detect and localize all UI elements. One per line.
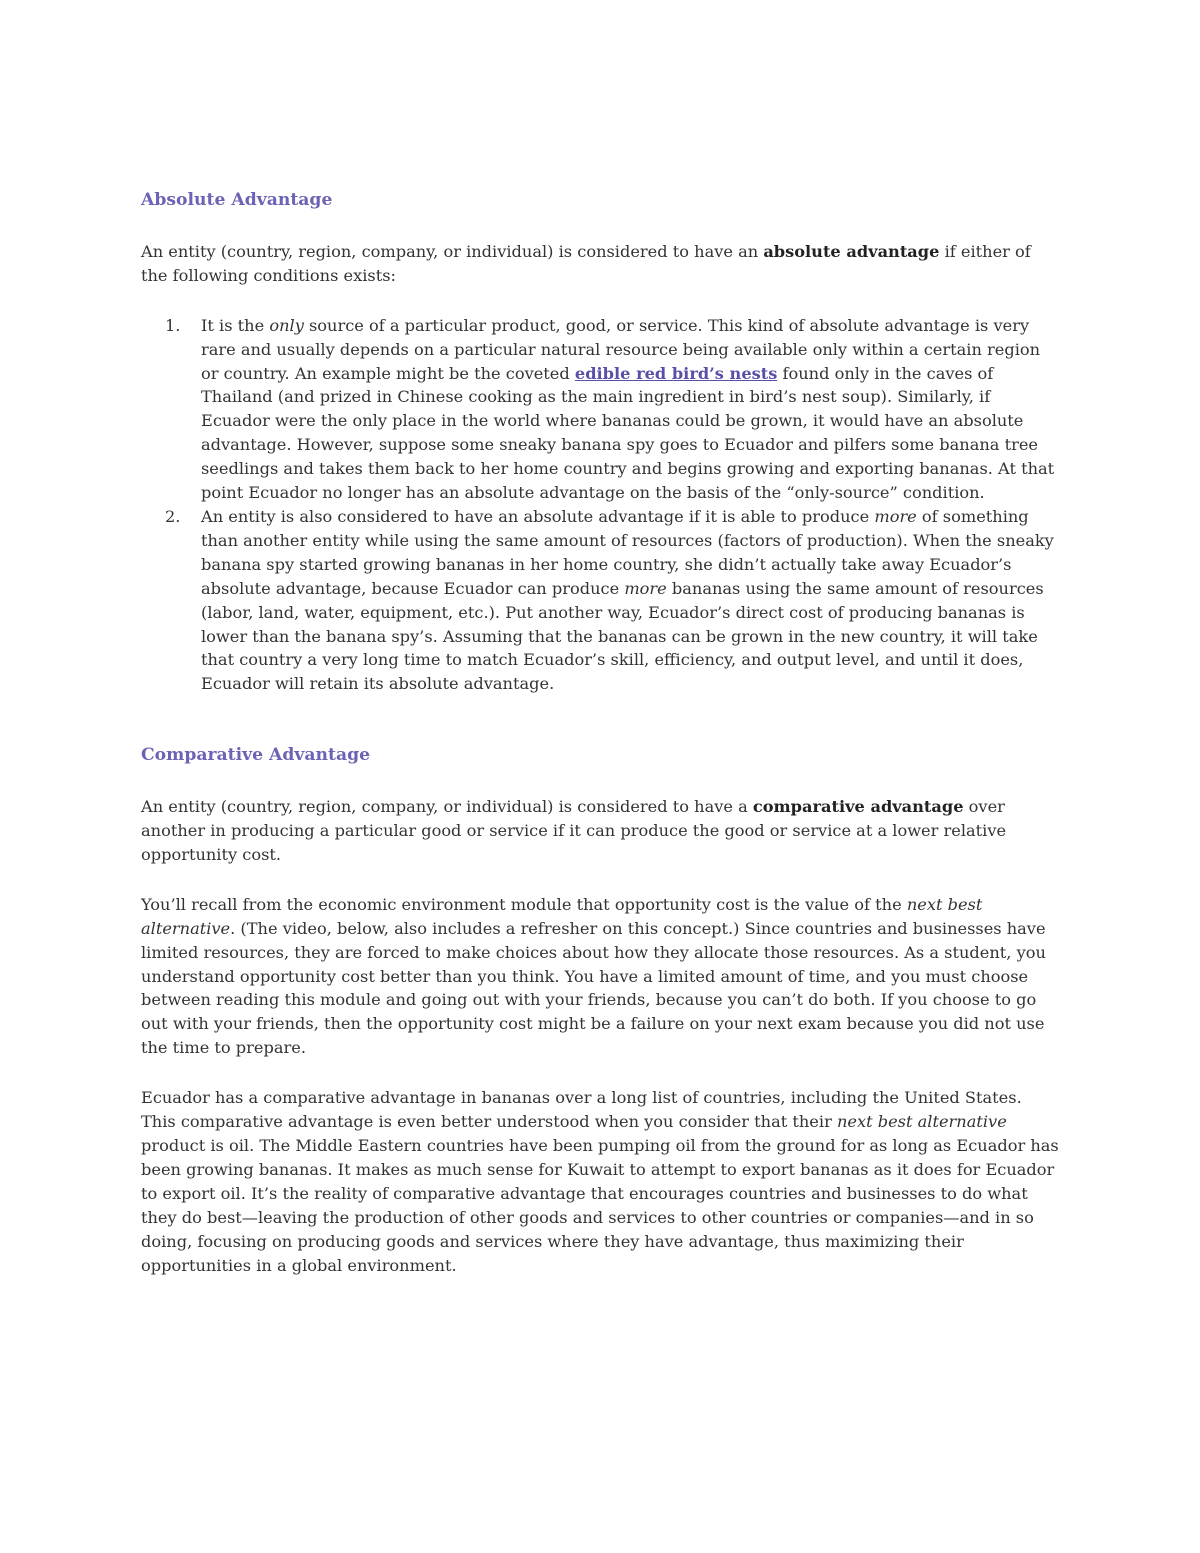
document-page (141, 186, 1061, 1277)
absolute-advantage-term: absolute advantage (763, 241, 940, 261)
ecuador-paragraph: Ecuador has a comparative advantage in bananas over a long list of countries, including the United States. This comparative advantage is even better understood when you consider that their next best alternative product is oil. The Middle Eastern countries have been pumping oil from the ground for as long as Ecuador has been growing bananas. It makes as much sense for Kuwait to attempt to export bananas as it does for Ecuador to export oil. It’s the reality of comparative advantage that encourages countries and businesses to do what they do best—leaving the production of other goods and services to other countries or companies—and in so doing, focusing on producing goods and services where they have advantage, thus maximizing their opportunities in a global environment. (141, 1088, 1059, 1275)
comparative-definition-paragraph: An entity (country, region, company, or individual) is considered to have a comparative advantage over another in producing a particular good or service if it can produce the good or service at a lower relative opportunity cost. (141, 797, 1007, 864)
edible-red-birds-nests-link[interactable]: edible red bird’s nests (574, 363, 778, 383)
list-number: 1. (165, 315, 181, 335)
heading-absolute-advantage: Absolute Advantage (141, 190, 333, 210)
heading-comparative-advantage: Comparative Advantage (141, 745, 371, 766)
comparative-advantage-term: comparative advantage (752, 797, 964, 817)
opportunity-cost-paragraph: You’ll recall from the economic environment module that opportunity cost is the value of the next best alternative. (The video, below, also includes a refresher on this concept.) Since countries and businesses have limited resources, they are forced to make choices about how they allocate those resources. As a student, you understand opportunity cost better than you think. You have a limited amount of time, and you must choose between reading this module and going out with your friends, because you can’t do both. If you choose to go out with your friends, then the opportunity cost might be a failure on your next exam because you did not use the time to prepare. (141, 894, 1046, 1058)
conditions-list (141, 314, 1061, 697)
absolute-intro-paragraph: An entity (country, region, company, or individual) is considered to have an absolute advantage if either of the following conditions exists: (141, 241, 1031, 285)
list-item: 1. It is the only source of a particular product, good, or service. This kind of absolute advantage is very rare and usually depends on a particular natural resource being available only within a certain region or country. An example might be the coveted edible red bird’s nests found only in the caves of Thailand (and prized in Chinese cooking as the main ingredient in bird’s nest soup). Similarly, if Ecuador were the only place in the world where bananas could be grown, it would have an absolute advantage. However, suppose some sneaky banana spy goes to Ecuador and pilfers some banana tree seedlings and takes them back to her home country and begins growing and exporting bananas. At that point Ecuador no longer has an absolute advantage on the basis of the “only-source” condition. (165, 315, 1055, 503)
list-item: 2. An entity is also considered to have an absolute advantage if it is able to produce more of something than another entity while using the same amount of resources (factors of production). When the sneaky banana spy started growing bananas in her home country, she didn’t actually take away Ecuador’s absolute advantage, because Ecuador can produce more bananas using the same amount of resources (labor, land, water, equipment, etc.). Put another way, Ecuador’s direct cost of producing bananas is lower than the banana spy’s. Assuming that the bananas can be grown in the new country, it will take that country a very long time to match Ecuador’s skill, efficiency, and output level, and until it does, Ecuador will retain its absolute advantage. (165, 506, 1054, 694)
list-number: 2. (165, 506, 181, 526)
